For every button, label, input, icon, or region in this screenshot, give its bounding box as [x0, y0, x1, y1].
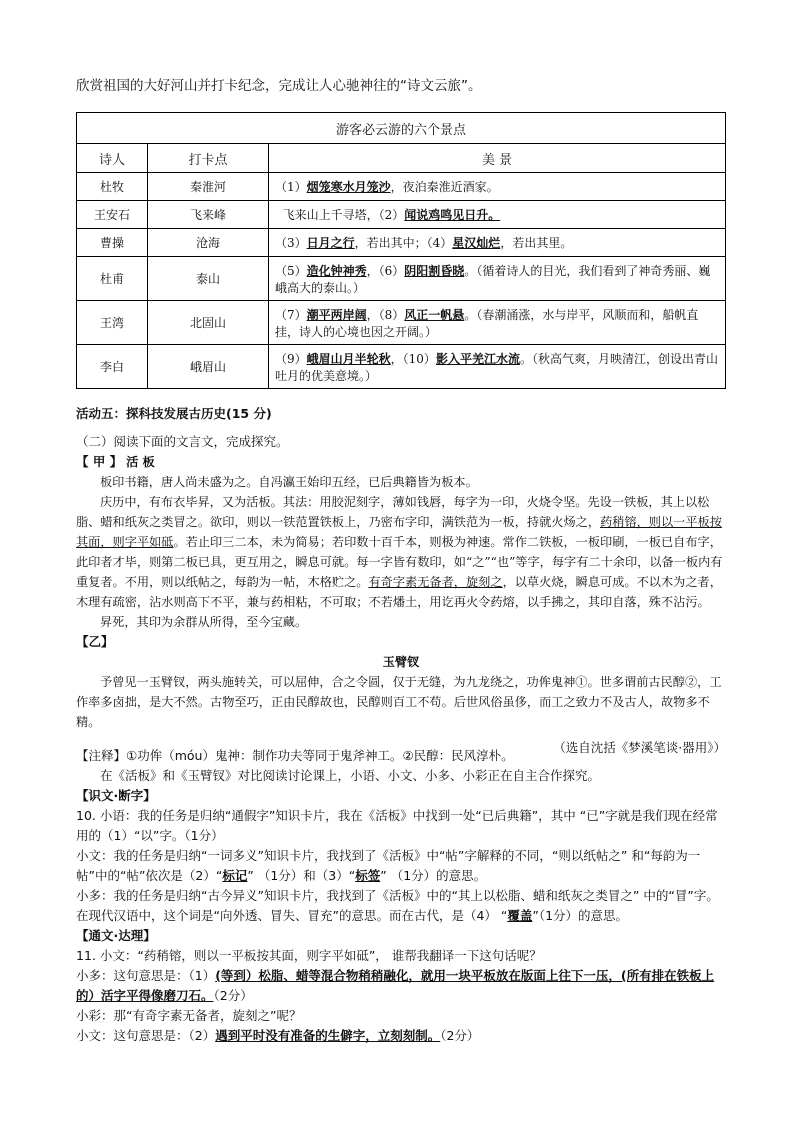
passage-jia [76, 452, 726, 632]
intro-text: 欣赏祖国的大好河山并打卡纪念，完成让人心驰神往的“诗文云旅”。 [76, 78, 482, 94]
q11-part-3: 小彩：那“有奇字素无备者，旋刻之”呢？ [76, 1008, 302, 1023]
spot-cell: 秦淮河 [148, 173, 269, 201]
scenery-cell: （7）潮平两岸阔，（8）风正一帆悬。（春潮涌涨，水与岸平，风顺而和，船帆直挂，诗人的心境也因之开阔。） [269, 301, 726, 345]
answer: 日月之行 [306, 236, 355, 250]
yi-paragraph: 予曾见一玉臂钗，两头施转关，可以屈伸，合之令圆，仅于无缝，为九龙绕之，功侔鬼神①。世多谓前古民醇②，工作率多卤拙，是大不然。古物至巧，正由民醇故也，民醇则百工不苟。后世风俗虽侈，而工之致力不及古人，故物多不精。 [76, 675, 722, 729]
answer: 潮平两岸阔 [306, 307, 367, 322]
header-spot: 打卡点 [148, 144, 269, 173]
jia-label: 【 甲 】 [76, 454, 123, 469]
jia-paragraph-1: 板印书籍，唐人尚未盛为之。自冯瀛王始印五经，已后典籍皆为板本。 [100, 475, 478, 489]
jia-title: 活 板 [126, 455, 155, 469]
q10-part-2: 小文：我的任务是归纳“一词多义”知识卡片，我找到了《活板》中“帖”字解释的不同，“则以纸帖之” 和“每韵为一帖”中的“帖”依次是（2）“标记” （1分）和（3）“标签” （1分）的意思。 [76, 848, 701, 883]
scenery-cell: （3）日月之行，若出其中；（4）星汉灿烂，若出其里。 [269, 229, 726, 257]
answer: 阴阳割昏晓 [404, 263, 465, 278]
yi-source: （选自沈括《梦溪笔谈·器用》） [553, 740, 726, 755]
spot-cell: 泰山 [148, 257, 269, 301]
section-heading-2: 【通文·达理】 [76, 928, 156, 943]
q10-part-3: 小多：我的任务是归纳“古今异义”知识卡片，我找到了《活板》中的“其上以松脂、蜡和纸灰之类冒之” 中的“冒”字。在现代汉语中，这个词是“向外透、冒失、冒充”的意思。而在古代，是（4） “覆盖”（1分）的意思。 [76, 888, 719, 923]
header-scenery: 美 景 [269, 144, 726, 173]
answer: 峨眉山月半轮秋 [306, 351, 391, 366]
table-row [77, 173, 726, 201]
spot-cell: 沧海 [148, 229, 269, 257]
scenery-cell: （5）造化钟神秀，（6）阴阳割昏晓。（循着诗人的目光，我们看到了神奇秀丽、巍峨高大的泰山。） [269, 257, 726, 301]
answer: 闻说鸡鸣见日升。 [404, 208, 501, 222]
table-row [77, 301, 726, 345]
answer: 星汉灿烂 [452, 236, 501, 250]
spot-cell: 峨眉山 [148, 345, 269, 389]
section-heading-1: 【识文·断字】 [76, 788, 156, 803]
q11-part-4: 小文：这句意思是：（2）遇到平时没有准备的生僻字，立刻刻制。（2分） [76, 1028, 480, 1043]
header-poet: 诗人 [77, 144, 148, 173]
table-row [77, 257, 726, 301]
answer: 影入平羌江水流 [435, 351, 520, 366]
passage-yi [76, 632, 726, 758]
spot-cell: 北固山 [148, 301, 269, 345]
poet-cell: 李白 [77, 345, 148, 389]
scenery-cell: （1）烟笼寒水月笼沙，夜泊秦淮近酒家。 [269, 173, 726, 201]
yi-label: 【乙】 [76, 634, 114, 649]
table-row [77, 345, 726, 389]
poet-cell: 杜牧 [77, 173, 148, 201]
spot-cell: 飞来峰 [148, 201, 269, 229]
activity-heading: 活动五：探科技发展古历史(15 分) [76, 406, 272, 421]
table-caption: 游客必云游的六个景点 [77, 113, 726, 144]
poet-cell: 王安石 [77, 201, 148, 229]
table-row [77, 229, 726, 257]
q11-part-2: 小多：这句意思是：（1）(等到）松脂、蜡等混合物稍稍融化，就用一块平板放在版面上往下一压，(所有排在铁板上的）活字平得像磨刀石。（2分） [76, 968, 715, 1003]
jia-paragraph-3: 昇死，其印为余群从所得，至今宝藏。 [100, 615, 308, 629]
notes: 【注释】①功侔（móu）鬼神：制作功夫等同于鬼斧神工。②民醇：民风淳朴。 [76, 748, 514, 763]
task-text: 在《活板》和《玉臂钗》对比阅读讨论课上，小语、小文、小多、小彩正在自主合作探究。 [100, 768, 601, 783]
q11-part-1: 11. 小文：“药稍镕，则以一平板按其面，则字平如砥”， 谁帮我翻译一下这句话呢？ [76, 948, 542, 963]
jia-paragraph-2: 庆历中，有布衣毕昇，又为活板。其法：用胶泥刻字，薄如钱唇，每字为一印，火烧令坚。先设一铁板，其上以松脂、蜡和纸灰之类冒之。欲印，则以一铁范置铁板上，乃密布字印，满铁范为一板，持就火炀之，药稍镕，则以一平板按其面，则字平如砥。若止印三二本，未为简易；若印数十百千本，则极为神速。常作二铁板，一板印刷，一板已自布字，此印者才毕，则第二板已具，更互用之，瞬息可就。每一字皆有数印，如“之”“也”等字，每字有二十余印，以备一板内有重复者。不用，则以纸帖之，每韵为一帖，木格贮之。有奇字素无备者，旋刻之，以草火烧，瞬息可成。不以木为之者，木理有疏密，沾水则高下不平，兼与药相粘，不可取；不若燔土，用讫再火令药熔，以手拂之，其印自落，殊不沾污。 [76, 495, 723, 609]
q10-part-1: 10. 小语：我的任务是归纳“通假字”知识卡片，我在《活板》中找到一处“已后典籍”，其中 “已”字就是我们现在经常用的（1）“以”字。（1分） [76, 808, 718, 843]
qa-section [76, 746, 726, 1046]
poet-cell: 王湾 [77, 301, 148, 345]
scenic-spots-table [76, 112, 726, 389]
answer: 造化钟神秀 [306, 263, 367, 278]
poet-cell: 杜甫 [77, 257, 148, 301]
answer: 风正一帆悬 [404, 307, 465, 322]
answer: 烟笼寒水月笼沙 [306, 180, 391, 194]
yi-title: 玉臂钗 [382, 655, 420, 669]
scenery-cell: 飞来山上千寻塔，（2）闻说鸡鸣见日升。 [269, 201, 726, 229]
poet-cell: 曹操 [77, 229, 148, 257]
reading-intro: （二）阅读下面的文言文，完成探究。 [76, 434, 289, 449]
scenery-cell: （9）峨眉山月半轮秋，（10）影入平羌江水流。（秋高气爽，月映清江，创设出青山吐月的优美意境。） [269, 345, 726, 389]
table-row [77, 201, 726, 229]
